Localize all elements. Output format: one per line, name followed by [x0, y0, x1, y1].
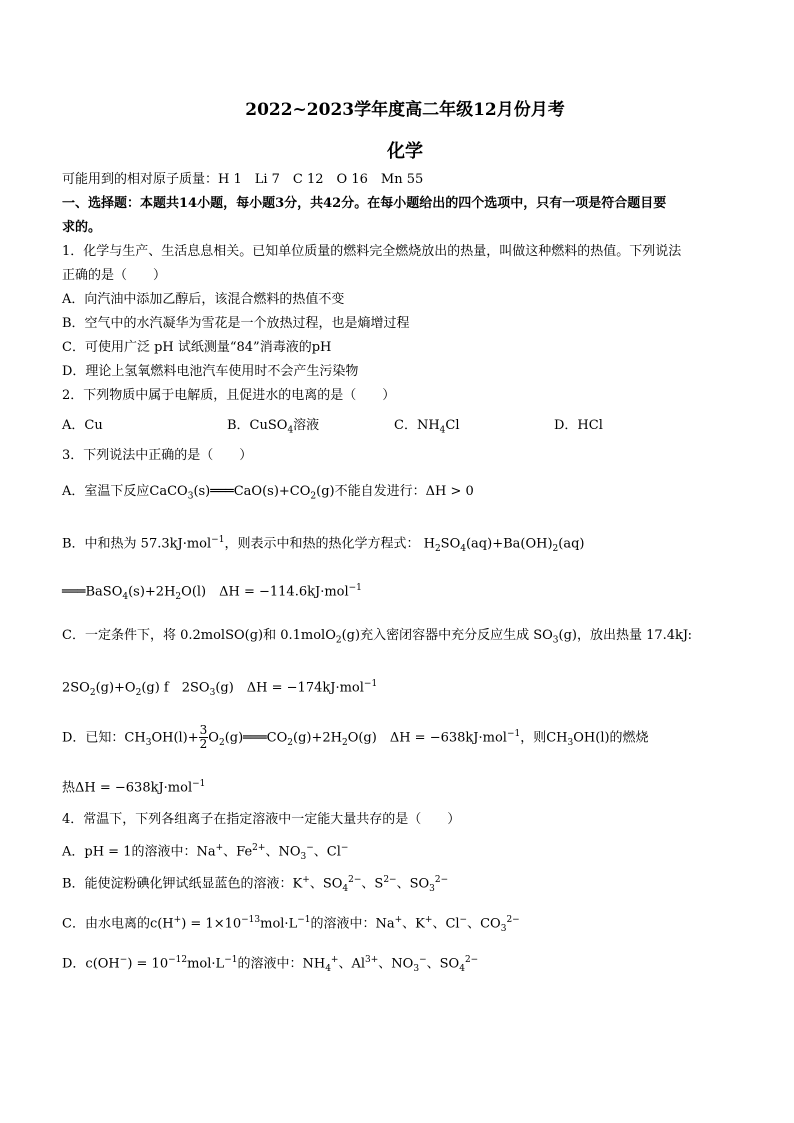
question-3-option-c-line-2: $2SO_2(g)+O_2(g)$ f $2SO_3(g)$ ΔH = −174kJ·mol$^{-1}$: [62, 679, 378, 698]
question-4-option-a: A．pH = 1的溶液中：Na+、$Fe^{2+}$、$NO_3^-$、Cl−: [62, 843, 349, 862]
question-2: [62, 384, 748, 444]
question-3-option-d-line-2: 热ΔH = −638kJ·mol$^{-1}$: [62, 779, 206, 796]
question-3: [62, 444, 748, 808]
question-2-option-d: D．HCl: [554, 418, 603, 433]
question-2-stem: 2．下列物质中属于电解质，且促进水的电离的是（ ）: [62, 388, 396, 403]
question-4-stem: 4．常温下，下列各组离子在指定溶液中一定能大量共存的是（ ）: [62, 812, 461, 827]
atomic-masses-note: 可能用到的相对原子质量：H 1 Li 7 C 12 O 16 Mn 55: [62, 172, 424, 187]
question-1-option-a: A．向汽油中添加乙醇后，该混合燃料的热值不变: [62, 292, 345, 307]
section-heading-line-2: 求的。: [62, 220, 102, 235]
question-3-option-b-line-2: $═══BaSO_4(s)+2H_2O(l)$ ΔH = −114.6kJ·mol$^{-1}$: [62, 583, 362, 602]
question-3-option-b-line-1: B．中和热为 57.3kJ·mol$^{-1}$，则表示中和热的热化学方程式： $H_2SO_4(aq)+Ba(OH)_2(aq)$: [62, 535, 585, 554]
question-2-option-a: A．Cu: [62, 418, 103, 433]
question-3-option-a: A．室温下反应$CaCO_3(s)═══CaO(s)+CO_2(g)$不能自发进行：ΔH > 0: [62, 484, 474, 502]
question-1-option-d: D．理论上氢氧燃料电池汽车使用时不会产生污染物: [62, 364, 359, 379]
question-4: [62, 808, 748, 980]
question-4-option-d: D．$c(OH^-) = 10^{-12}mol\cdot L^{-1}$的溶液中：$NH_4^+$、$Al^{3+}$、$NO_3^-$、$SO_4^{2-}$: [62, 955, 479, 974]
question-4-option-b: B．能使淀粉碘化钾试纸显蓝色的溶液：K+、$SO_4^{2-}$、$S^{2-}$、$SO_3^{2-}$: [62, 875, 449, 894]
question-3-stem: 3．下列说法中正确的是（ ）: [62, 448, 253, 463]
question-3-option-d-line-1: D．已知：$CH_3OH(l)+$ $\frac{3}{2}$ $O_2(g)═══CO_2(g)+2H_2O(g)$ ΔH = −638kJ·mol$^{-1}$，则$CH_3OH(l)$的燃烧: [62, 723, 649, 752]
exam-title: 2022~2023学年度高二年级12月份月考: [245, 100, 565, 120]
question-1: [62, 240, 748, 384]
question-2-option-b: B．CuSO$_4$溶液: [227, 418, 320, 436]
question-1-stem-line-1: 1．化学与生产、生活息息相关。已知单位质量的燃料完全燃烧放出的热量，叫做这种燃料的热值。下列说法: [62, 244, 682, 259]
question-2-option-c: C．$NH_4Cl$: [394, 418, 460, 436]
question-4-option-c: C．由水电离的$c(H^+) = 1\times 10^{-13}mol\cdot L^{-1}$的溶液中：Na+、K+、Cl−、$CO_3^{2-}$: [62, 915, 520, 934]
question-3-option-c-line-1: C．一定条件下，将 0.2molSO(g)和 0.1molO$_2$(g)充入密闭容器中充分反应生成 $SO_3(g)$，放出热量 17.4kJ:: [62, 628, 693, 646]
section-heading-line-1: 一、选择题：本题共14小题，每小题3分，共42分。在每小题给出的四个选项中，只有一项是符合题目要: [62, 196, 667, 211]
question-1-stem-line-2: 正确的是（ ）: [62, 268, 167, 283]
fraction-three-halves: $\frac{3}{2}$: [199, 723, 208, 752]
question-1-option-c: C．可使用广泛 pH 试纸测量“84”消毒液的pH: [62, 340, 332, 355]
exam-subject: 化学: [387, 141, 423, 162]
question-2-options: [62, 408, 748, 444]
question-1-option-b: B．空气中的水汽凝华为雪花是一个放热过程，也是熵增过程: [62, 316, 410, 331]
